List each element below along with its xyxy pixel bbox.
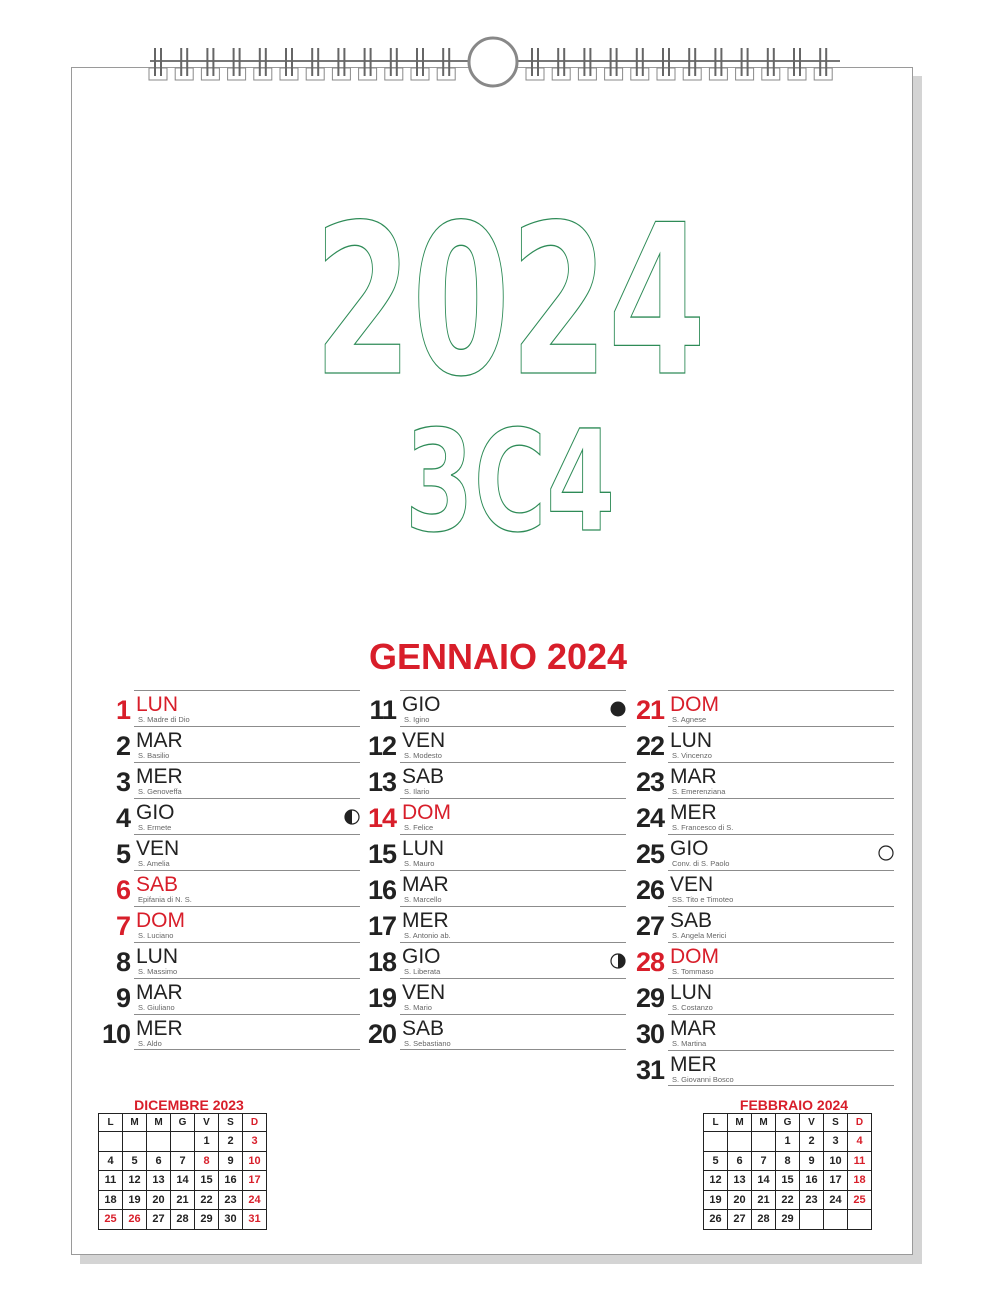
day-name: GIO [670, 837, 709, 860]
mini-day-cell: 4 [99, 1151, 123, 1171]
mini-day-cell: 15 [195, 1171, 219, 1191]
mini-day-cell: 22 [776, 1190, 800, 1210]
mini-day-cell: 10 [243, 1151, 267, 1171]
weekday-header: G [776, 1114, 800, 1132]
row-divider [668, 690, 894, 691]
day-number: 14 [367, 803, 396, 833]
mini-day-cell: 26 [704, 1210, 728, 1230]
mini-day-cell: 28 [171, 1210, 195, 1230]
mini-day-cell: 21 [171, 1190, 195, 1210]
saint-name: S. Giovanni Bosco [672, 1075, 734, 1084]
day-number: 17 [367, 911, 396, 941]
spiral-ring-slot [631, 68, 649, 80]
mini-day-cell: 9 [219, 1151, 243, 1171]
mini-day-cell: 19 [123, 1190, 147, 1210]
saint-name: S. Antonio ab. [404, 931, 451, 940]
day-number: 16 [367, 875, 396, 905]
day-row [100, 1014, 360, 1050]
row-divider [134, 906, 360, 907]
mini-day-cell: 12 [704, 1171, 728, 1191]
day-name: VEN [670, 873, 714, 896]
row-divider [400, 762, 626, 763]
day-row [634, 870, 894, 906]
day-number: 25 [635, 839, 664, 869]
mini-calendar-title: DICEMBRE 2023 [134, 1097, 244, 1113]
spiral-ring-slot [788, 68, 806, 80]
day-name: DOM [136, 909, 185, 932]
day-number: 5 [115, 839, 130, 869]
mini-day-cell: 21 [752, 1190, 776, 1210]
spiral-ring-slot [254, 68, 272, 80]
saint-name: S. Igino [404, 715, 430, 724]
row-divider [400, 690, 626, 691]
weekday-header: M [123, 1114, 147, 1132]
row-divider [400, 1049, 626, 1050]
day-row [100, 798, 360, 834]
day-row [366, 906, 626, 942]
mini-day-cell: 1 [776, 1132, 800, 1152]
year-outline-title [300, 181, 720, 423]
day-row [366, 762, 626, 798]
saint-name: S. Tommaso [672, 967, 714, 976]
mini-day-cell: 4 [848, 1132, 872, 1152]
spiral-ring-slot [683, 68, 701, 80]
day-number: 11 [369, 695, 396, 725]
mini-day-cell: 25 [848, 1190, 872, 1210]
mini-day-cell [824, 1210, 848, 1230]
day-number: 15 [367, 839, 396, 869]
row-divider [668, 1050, 894, 1051]
day-row [366, 834, 626, 870]
mini-calendar-grid [98, 1113, 267, 1230]
day-name: LUN [136, 693, 179, 716]
spiral-ring-slot [709, 68, 727, 80]
day-name: DOM [670, 693, 719, 716]
saint-name: S. Genoveffa [138, 787, 182, 796]
row-divider [668, 942, 894, 943]
mini-calendar-february-2024 [703, 1097, 885, 1242]
brand-logo-outline [390, 401, 630, 564]
mini-day-cell: 5 [123, 1151, 147, 1171]
mini-day-cell: 27 [147, 1210, 171, 1230]
day-row [100, 762, 360, 798]
day-number: 27 [635, 911, 664, 941]
day-row [634, 1014, 894, 1050]
mini-calendar-title: FEBBRAIO 2024 [739, 1097, 849, 1113]
mini-day-cell: 27 [728, 1210, 752, 1230]
mini-day-cell: 2 [800, 1132, 824, 1152]
saint-name: S. Liberata [404, 967, 441, 976]
row-divider [668, 906, 894, 907]
mini-day-cell: 13 [728, 1171, 752, 1191]
day-name: MAR [136, 729, 183, 752]
spiral-ring-slot [411, 68, 429, 80]
mini-day-cell: 29 [776, 1210, 800, 1230]
day-row [634, 690, 894, 726]
day-row [366, 1014, 626, 1050]
mini-calendar-grid [703, 1113, 872, 1230]
saint-name: Conv. di S. Paolo [672, 859, 730, 868]
spiral-ring-slot [736, 68, 754, 80]
mini-day-cell: 14 [752, 1171, 776, 1191]
row-divider [400, 942, 626, 943]
day-number: 21 [635, 695, 664, 725]
mini-day-cell: 8 [195, 1151, 219, 1171]
mini-day-cell [171, 1132, 195, 1152]
day-name: VEN [136, 837, 180, 860]
row-divider [400, 978, 626, 979]
spiral-ring-slot [526, 68, 544, 80]
mini-day-cell: 20 [147, 1190, 171, 1210]
row-divider [400, 906, 626, 907]
spiral-binding [0, 0, 996, 100]
day-row [634, 942, 894, 978]
spiral-ring-slot [332, 68, 350, 80]
weekday-header: D [848, 1114, 872, 1132]
saint-name: S. Madre di Dio [138, 715, 190, 724]
row-divider [668, 834, 894, 835]
day-number: 10 [101, 1019, 130, 1049]
day-row [634, 834, 894, 870]
day-row [366, 726, 626, 762]
brand-outline-text: 3C4 [405, 401, 615, 564]
day-name: MAR [402, 873, 449, 896]
weekday-header: V [800, 1114, 824, 1132]
weekday-header: L [99, 1114, 123, 1132]
hanger-hole [469, 38, 517, 86]
mini-day-cell: 31 [243, 1210, 267, 1230]
day-name: SAB [402, 1017, 445, 1040]
spiral-ring-slot [762, 68, 780, 80]
saint-name: S. Angela Merici [672, 931, 727, 940]
day-number: 23 [635, 767, 664, 797]
month-title: GENNAIO 2024 [368, 636, 628, 677]
saint-name: SS. Tito e Timoteo [672, 895, 734, 904]
day-row [634, 1050, 894, 1086]
mini-day-cell: 6 [147, 1151, 171, 1171]
mini-day-cell [704, 1132, 728, 1152]
mini-day-cell [800, 1210, 824, 1230]
mini-day-cell: 11 [99, 1171, 123, 1191]
row-divider [134, 762, 360, 763]
day-name: DOM [402, 801, 451, 824]
day-row [100, 906, 360, 942]
day-name: VEN [402, 981, 446, 1004]
mini-day-cell: 28 [752, 1210, 776, 1230]
saint-name: S. Sebastiano [404, 1039, 451, 1048]
spiral-ring-slot [201, 68, 219, 80]
row-divider [668, 762, 894, 763]
day-number: 2 [115, 731, 130, 761]
saint-name: S. Amelia [138, 859, 170, 868]
day-row [366, 798, 626, 834]
mini-day-cell [123, 1132, 147, 1152]
mini-day-cell [752, 1132, 776, 1152]
mini-day-cell: 17 [824, 1171, 848, 1191]
day-number: 3 [115, 767, 130, 797]
day-number: 26 [635, 875, 664, 905]
saint-name: S. Massimo [138, 967, 178, 976]
row-divider [400, 870, 626, 871]
mini-day-cell: 16 [219, 1171, 243, 1191]
row-divider [400, 1014, 626, 1015]
day-row [100, 726, 360, 762]
day-number: 31 [635, 1055, 664, 1085]
row-divider [134, 1014, 360, 1015]
weekday-header: S [824, 1114, 848, 1132]
spiral-ring-slot [578, 68, 596, 80]
weekday-header: L [704, 1114, 728, 1132]
day-name: LUN [670, 981, 713, 1004]
row-divider [400, 726, 626, 727]
day-number: 12 [367, 731, 396, 761]
day-number: 13 [367, 767, 396, 797]
day-row [100, 978, 360, 1014]
spiral-ring-slot [605, 68, 623, 80]
mini-day-cell: 22 [195, 1190, 219, 1210]
day-column-1 [100, 690, 360, 1050]
day-number: 19 [367, 983, 396, 1013]
mini-day-cell [99, 1132, 123, 1152]
day-name: LUN [136, 945, 179, 968]
mini-day-cell: 12 [123, 1171, 147, 1191]
mini-day-cell: 23 [219, 1190, 243, 1210]
mini-day-cell: 20 [728, 1190, 752, 1210]
day-name: VEN [402, 729, 446, 752]
row-divider [134, 1049, 360, 1050]
row-divider [668, 870, 894, 871]
day-column-3 [634, 690, 894, 1086]
mini-day-cell: 1 [195, 1132, 219, 1152]
mini-day-cell: 15 [776, 1171, 800, 1191]
day-row [634, 906, 894, 942]
mini-day-cell: 9 [800, 1151, 824, 1171]
day-number: 28 [635, 947, 664, 977]
row-divider [668, 1085, 894, 1086]
mini-day-cell [848, 1210, 872, 1230]
weekday-header: D [243, 1114, 267, 1132]
day-name: GIO [402, 693, 441, 716]
row-divider [400, 798, 626, 799]
spiral-ring-slot [437, 68, 455, 80]
saint-name: S. Basilio [138, 751, 170, 760]
day-row [634, 978, 894, 1014]
mini-day-cell: 2 [219, 1132, 243, 1152]
row-divider [668, 1014, 894, 1015]
day-number: 1 [115, 695, 130, 725]
saint-name: S. Agnese [672, 715, 707, 724]
day-row [366, 942, 626, 978]
row-divider [668, 798, 894, 799]
day-row [634, 762, 894, 798]
mini-day-cell [728, 1132, 752, 1152]
day-number: 24 [635, 803, 664, 833]
saint-name: S. Vincenzo [672, 751, 712, 760]
mini-day-cell: 19 [704, 1190, 728, 1210]
day-number: 4 [115, 803, 130, 833]
mini-day-cell: 24 [824, 1190, 848, 1210]
day-number: 7 [115, 911, 130, 941]
day-name: MER [670, 801, 717, 824]
spiral-ring-slot [228, 68, 246, 80]
row-divider [400, 834, 626, 835]
weekday-header: V [195, 1114, 219, 1132]
day-name: MER [136, 765, 183, 788]
spiral-ring-slot [385, 68, 403, 80]
weekday-header: M [147, 1114, 171, 1132]
day-row [366, 978, 626, 1014]
day-name: DOM [670, 945, 719, 968]
mini-day-cell: 6 [728, 1151, 752, 1171]
row-divider [668, 978, 894, 979]
saint-name: S. Costanzo [672, 1003, 713, 1012]
spiral-ring-slot [657, 68, 675, 80]
spiral-ring-slot [175, 68, 193, 80]
full-moon-icon [878, 845, 894, 861]
day-name: SAB [136, 873, 179, 896]
mini-day-cell: 18 [99, 1190, 123, 1210]
day-number: 22 [635, 731, 664, 761]
day-row [100, 690, 360, 726]
day-name: MAR [670, 765, 717, 788]
day-number: 29 [635, 983, 664, 1013]
saint-name: S. Ilario [404, 787, 430, 796]
spiral-ring-slot [814, 68, 832, 80]
mini-day-cell: 26 [123, 1210, 147, 1230]
day-row [366, 690, 626, 726]
row-divider [134, 942, 360, 943]
saint-name: S. Giuliano [138, 1003, 175, 1012]
day-row [634, 726, 894, 762]
day-name: MER [670, 1053, 717, 1076]
saint-name: S. Mauro [404, 859, 435, 868]
mini-day-cell: 30 [219, 1210, 243, 1230]
saint-name: S. Felice [404, 823, 434, 832]
mini-day-cell: 3 [824, 1132, 848, 1152]
weekday-header: M [728, 1114, 752, 1132]
mini-day-cell: 5 [704, 1151, 728, 1171]
year-outline-text: 2024 [314, 181, 706, 423]
day-number: 30 [635, 1019, 664, 1049]
day-name: GIO [136, 801, 175, 824]
weekday-header: G [171, 1114, 195, 1132]
mini-day-cell: 13 [147, 1171, 171, 1191]
day-name: SAB [670, 909, 713, 932]
day-name: MAR [670, 1017, 717, 1040]
day-number: 8 [115, 947, 130, 977]
day-number: 6 [115, 875, 130, 905]
day-number: 20 [367, 1019, 396, 1049]
row-divider [134, 726, 360, 727]
saint-name: S. Francesco di S. [672, 823, 734, 832]
mini-day-cell: 8 [776, 1151, 800, 1171]
day-row [100, 870, 360, 906]
day-row [100, 942, 360, 978]
saint-name: S. Modesto [404, 751, 442, 760]
day-number: 18 [367, 947, 396, 977]
weekday-header: M [752, 1114, 776, 1132]
spiral-ring-slot [359, 68, 377, 80]
day-name: SAB [402, 765, 445, 788]
day-row [634, 798, 894, 834]
mini-calendar-december-2023 [98, 1097, 280, 1242]
mini-day-cell: 18 [848, 1171, 872, 1191]
mini-day-cell: 23 [800, 1190, 824, 1210]
saint-name: S. Marcello [404, 895, 442, 904]
day-name: LUN [670, 729, 713, 752]
row-divider [134, 834, 360, 835]
mini-day-cell: 10 [824, 1151, 848, 1171]
mini-day-cell: 3 [243, 1132, 267, 1152]
day-name: MER [402, 909, 449, 932]
mini-day-cell: 7 [752, 1151, 776, 1171]
mini-day-cell: 11 [848, 1151, 872, 1171]
saint-name: S. Luciano [138, 931, 174, 940]
mini-day-cell: 24 [243, 1190, 267, 1210]
day-name: MAR [136, 981, 183, 1004]
mini-day-cell: 25 [99, 1210, 123, 1230]
row-divider [668, 726, 894, 727]
mini-day-cell: 29 [195, 1210, 219, 1230]
saint-name: S. Aldo [138, 1039, 162, 1048]
mini-day-cell: 14 [171, 1171, 195, 1191]
day-number: 9 [115, 983, 130, 1013]
row-divider [134, 690, 360, 691]
row-divider [134, 870, 360, 871]
mini-day-cell: 16 [800, 1171, 824, 1191]
mini-day-cell [147, 1132, 171, 1152]
saint-name: S. Mario [404, 1003, 432, 1012]
day-row [366, 870, 626, 906]
spiral-ring-slot [552, 68, 570, 80]
row-divider [134, 798, 360, 799]
spiral-ring-slot [280, 68, 298, 80]
weekday-header: S [219, 1114, 243, 1132]
saint-name: Epifania di N. S. [138, 895, 192, 904]
saint-name: S. Ermete [138, 823, 172, 832]
day-row [100, 834, 360, 870]
mini-day-cell: 17 [243, 1171, 267, 1191]
day-name: MER [136, 1017, 183, 1040]
saint-name: S. Martina [672, 1039, 707, 1048]
day-name: LUN [402, 837, 445, 860]
saint-name: S. Emerenziana [672, 787, 726, 796]
spiral-ring-slot [149, 68, 167, 80]
day-name: GIO [402, 945, 441, 968]
day-column-2 [366, 690, 626, 1050]
mini-day-cell: 7 [171, 1151, 195, 1171]
row-divider [134, 978, 360, 979]
spiral-ring-slot [306, 68, 324, 80]
